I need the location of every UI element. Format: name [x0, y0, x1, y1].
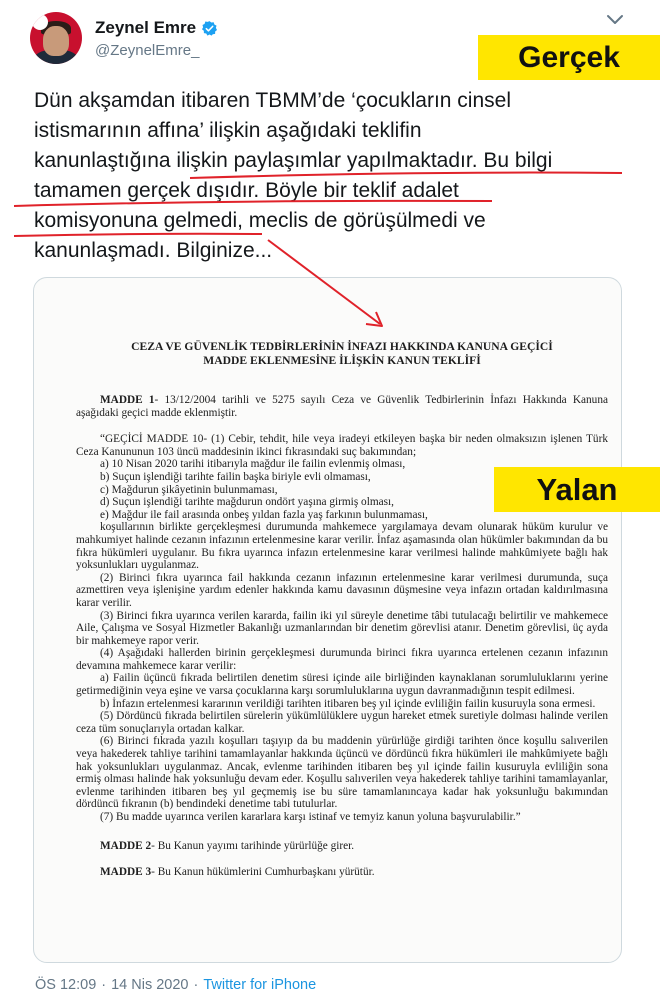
meta-separator: · — [193, 977, 199, 993]
article-text: - Bu Kanun hükümlerini Cumhurbaşkanı yürütür. — [151, 866, 375, 879]
tweet-line: istismarının affına’ ilişkin aşağıdaki teklifin — [34, 119, 422, 142]
tweet-date[interactable]: 14 Nis 2020 — [111, 977, 189, 993]
avatar[interactable] — [30, 12, 82, 64]
document-title-line: MADDE EKLENMESİNE İLİŞKİN KANUN TEKLİFİ — [203, 354, 481, 367]
article-2 — [76, 840, 608, 853]
doc-paragraph: “GEÇİCİ MADDE 10- (1) Cebir, tehdit, hile veya iradeyi etkileyen başka bir neden olmaksızın işlenen Türk Ceza Kanununun 103 üncü maddesinin ikinci fıkrasındaki suç bakımından; — [76, 433, 608, 458]
doc-paragraph: (2) Birinci fıkra uyarınca fail hakkında cezanın infazının ertelenmesine karar verilmesi durumunda, suça azmettiren veya işlenişine yardım edenler hakkında kamu davasının düşmesine veya infazın ortadan kaldırılmasına karar verilir. — [76, 571, 608, 609]
author-handle[interactable]: @ZeynelEmre_ — [95, 42, 200, 59]
party-logo-icon — [32, 14, 48, 30]
document-title-line: CEZA VE GÜVENLİK TEDBİRLERİNİN İNFAZI HAKKINDA KANUNA GEÇİCİ — [131, 340, 553, 353]
article-label: MADDE 1 — [100, 394, 155, 406]
doc-paragraph: (3) Birinci fıkra uyarınca verilen kararda, failin iki yıl süreyle denetime tâbi tutulacağı belirtilir ve mahkemece Aile, Çalışma ve Sosyal Hizmetler Bakanlığı uzmanlarından bir denetim görevlisi atanır. Denetim görevlisi, üç ayda bir mahkemeye rapor verir. — [76, 609, 608, 647]
article-1 — [76, 394, 608, 419]
author-name-row[interactable] — [95, 18, 218, 38]
doc-paragraph: (7) Bu madde uyarınca verilen kararlara karşı istinaf ve temyiz kanun yoluna başvurulabilir.” — [100, 811, 521, 823]
doc-paragraph: b) İnfazın ertelenmesi kararının verildiği tarihten itibaren beş yıl içinde evliliğin failin kusuruyla sona ermesi. — [100, 697, 596, 710]
attached-document-image[interactable] — [33, 277, 622, 963]
avatar-face — [43, 26, 69, 56]
tweet-text — [34, 86, 634, 266]
doc-paragraph: (5) Dördüncü fıkrada belirtilen sürelerin yükümlülüklere uygun hareket etmek suretiyle dolması halinde verilen ceza tüm sonuçlarıyla ortadan kalkar. — [76, 710, 608, 735]
author-name[interactable]: Zeynel Emre — [95, 18, 197, 37]
article-label: MADDE 3 — [100, 866, 152, 879]
chevron-down-icon[interactable] — [606, 14, 624, 26]
article-3 — [76, 866, 608, 879]
doc-item: c) Mağdurun şikâyetinin bulunmaması, — [100, 483, 278, 496]
doc-item: e) Mağdur ile fail arasında onbeş yıldan fazla yaş farkının bulunmaması, — [100, 508, 428, 521]
article-label: MADDE 2 — [100, 839, 152, 852]
tweet-meta — [35, 977, 316, 993]
verified-badge-icon — [201, 20, 218, 37]
tweet-line: Dün akşamdan itibaren TBMM’de ‘çocukların cinsel — [34, 89, 511, 112]
tweet-source-link[interactable]: Twitter for iPhone — [203, 977, 317, 993]
tweet-line: kanunlaştığına ilişkin paylaşımlar yapılmaktadır. Bu bilgi — [34, 149, 553, 172]
doc-item: a) 10 Nisan 2020 tarihi itibarıyla mağdur ile failin evlenmiş olması, — [100, 458, 406, 471]
label-fake: Yalan — [494, 467, 660, 512]
meta-separator: · — [101, 977, 107, 993]
tweet-line: komisyonuna gelmedi, meclis de görüşülmedi ve — [34, 209, 486, 232]
doc-paragraph: (4) Aşağıdaki hallerden birinin gerçekleşmesi durumunda birinci fıkra uyarınca ertelenen cezanın infazının devamına mahkemece karar verilir: — [76, 647, 608, 672]
label-real: Gerçek — [478, 35, 660, 80]
article-text: - Bu Kanun yayımı tarihinde yürürlüğe girer. — [151, 839, 355, 852]
doc-item: d) Suçun işlendiği tarihte mağdurun ondört yaşına girmiş olması, — [100, 496, 394, 509]
article-text: - 13/12/2004 tarihli ve 5275 sayılı Ceza ve Güvenlik Tedbirlerinin İnfazı Hakkında Kanuna aşağıdaki geçici madde eklenmiştir. — [76, 394, 608, 419]
doc-paragraph: (6) Birinci fıkrada yazılı koşulları taşıyıp da bu maddenin yürürlüğe girdiği tarihten önce koşullu salıverilen veya hakederek tahliye tarihini tamamlayanlar hakkında üçüncü ve dördüncü fıkra hükümleri ile mahkûmiyete bağlı hak yoksunlukları uygulanmaz. Ancak, evlenme tarihinden itibaren beş yıl içinde failin kusuruyla evliliğin sona ermiş olması halinde hak yoksunluğu devam eder. Koşullu salıverilen veya hakederek tahliye tarihini tamamlayanlar, evlenme tarihinden itibaren beş yıl geçmemiş ise bu süre tamamlanıncaya kadar hak yoksunluğu bakımından dördüncü fıkranın (b) bendindeki denetime tabi tutulurlar. — [76, 735, 608, 811]
tweet-line: kanunlaşmadı. Bilginize... — [34, 239, 273, 262]
law-proposal-document — [76, 340, 608, 879]
tweet-time[interactable]: ÖS 12:09 — [35, 977, 97, 993]
tweet-line: tamamen gerçek dışıdır. Böyle bir teklif adalet — [34, 179, 459, 202]
doc-paragraph: a) Failin üçüncü fıkrada belirtilen denetim süresi içinde aile birliğinden kaynaklanan sorumluluklarını yerine getirmediğinin veya eşine ve varsa çocuklarına karşı sorumluluklarına uygun davranmadığının tespit edilmesi. — [76, 672, 608, 698]
doc-paragraph: koşullarının birlikte gerçekleşmesi durumunda mahkemece yargılamaya devam olunarak hüküm kurulur ve mahkumiyet halinde cezanın infazının ertelenmesine karar verilir. İnfaz aşamasında olan hükümler bakımından da bu fıkra hükümleri uygulanır. Bu fıkra uyarınca infazın ertelenmesine karar verilmesi halinde mahkûmiyete bağlı hak yoksunlukları uygulanmaz. — [76, 521, 608, 572]
doc-item: b) Suçun işlendiği tarihte failin başka biriyle evli olmaması, — [100, 470, 371, 483]
